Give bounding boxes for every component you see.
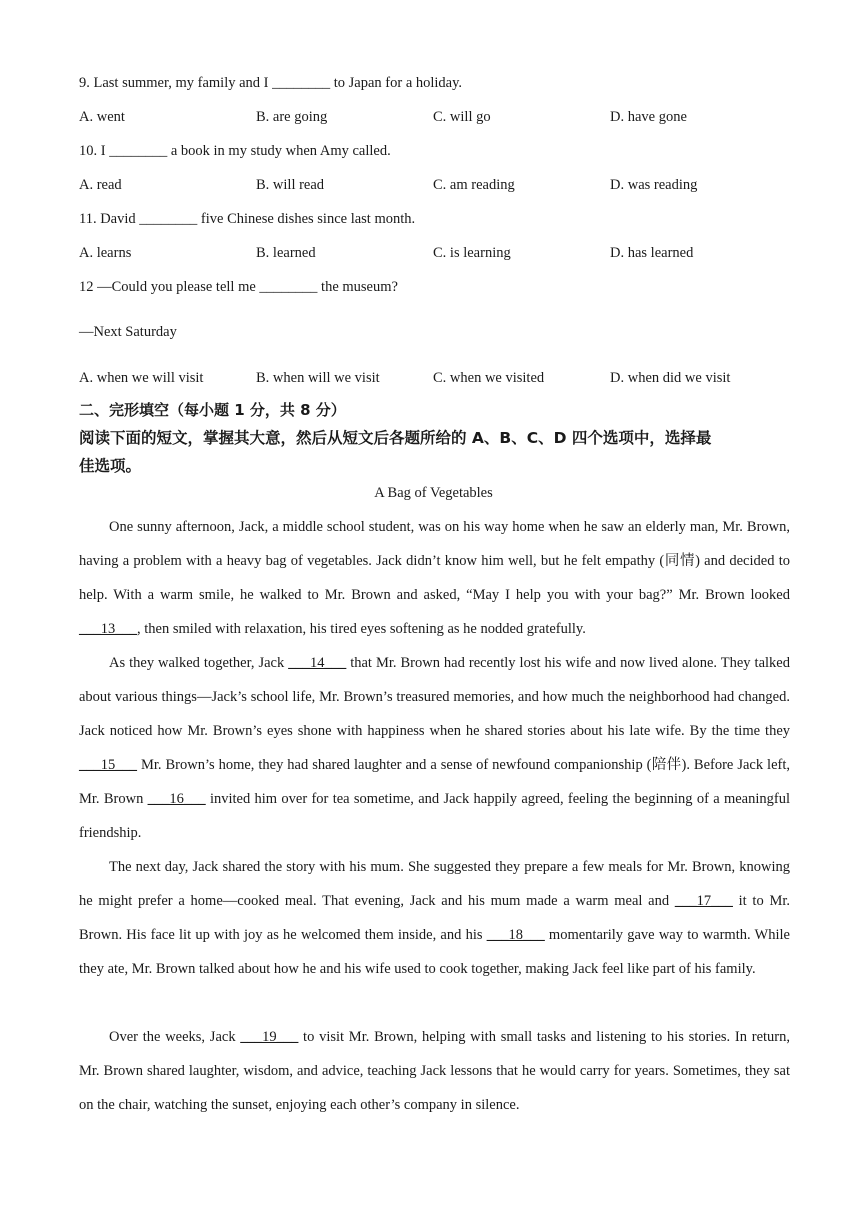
option-d: D. has learned bbox=[610, 245, 694, 261]
passage-paragraph-3 bbox=[79, 850, 790, 986]
section-instruction-line2: 佳选项。 bbox=[79, 457, 142, 475]
passage-paragraph-4 bbox=[79, 1020, 790, 1122]
blank-18: ___18___ bbox=[486, 927, 545, 943]
option-a: A. learns bbox=[79, 245, 132, 261]
paragraph-text: to visit Mr. Brown, helping with small tasks and listening to his stories. In return, Mr. Brown shared laughter, wisdom, and advice, teaching Jack lessons that he would carry for years. Sometimes, they sat on the chair, watching the sunset, enjoying each other’s company in silence. bbox=[79, 1029, 790, 1113]
paragraph-text: it to Mr. Brown. His face lit up with joy as he welcomed them inside, and his bbox=[79, 893, 790, 943]
option-a: A. went bbox=[79, 109, 125, 125]
blank-15: ___15___ bbox=[79, 757, 137, 773]
blank-19: ___19___ bbox=[240, 1029, 299, 1045]
paragraph-text: As they walked together, Jack bbox=[109, 655, 289, 671]
section-instruction-line1: 阅读下面的短文，掌握其大意，然后从短文后各题所给的 A、B、C、D 四个选项中，选择最 bbox=[79, 429, 712, 447]
option-a: A. when we will visit bbox=[79, 370, 204, 386]
passage-paragraph-1 bbox=[79, 510, 790, 646]
option-d: D. have gone bbox=[610, 109, 687, 125]
question-10-stem: 10. I ________ a book in my study when Amy called. bbox=[79, 143, 391, 159]
blank-16: ___16___ bbox=[147, 791, 206, 807]
option-c: C. will go bbox=[433, 109, 491, 125]
section-heading: 二、完形填空（每小题 1 分，共 8 分） bbox=[79, 401, 346, 419]
question-9-stem: 9. Last summer, my family and I ________ to Japan for a holiday. bbox=[79, 75, 463, 91]
option-b: B. learned bbox=[256, 245, 316, 261]
blank-14: ___14___ bbox=[288, 655, 347, 671]
paragraph-text: , then smiled with relaxation, his tired eyes softening as he nodded gratefully. bbox=[137, 621, 586, 637]
question-11-stem: 11. David ________ five Chinese dishes since last month. bbox=[79, 211, 416, 227]
blank-17: ___17___ bbox=[674, 893, 733, 909]
paragraph-text: invited him over for tea sometime, and Jack happily agreed, feeling the beginning of a meaningful friendship. bbox=[79, 791, 790, 841]
option-b: B. will read bbox=[256, 177, 325, 193]
paragraph-text: One sunny afternoon, Jack, a middle school student, was on his way home when he saw an elderly man, Mr. Brown, having a problem with a heavy bag of vegetables. Jack didn’t know him well, but he felt empathy (同情) and decided to help. With a warm smile, he walked to Mr. Brown and asked, “May I help you with your bag?” Mr. Brown looked bbox=[79, 519, 790, 603]
option-b: B. are going bbox=[256, 109, 328, 125]
paragraph-text: Over the weeks, Jack bbox=[109, 1029, 241, 1045]
passage-title: A Bag of Vegetables bbox=[374, 485, 493, 501]
passage-paragraph-2 bbox=[79, 646, 790, 850]
option-d: D. when did we visit bbox=[610, 370, 731, 386]
question-12-stem: 12 —Could you please tell me ________ the museum? bbox=[79, 279, 398, 295]
blank-13: ___13___ bbox=[79, 621, 137, 637]
paragraph-text: Mr. Brown’s home, they had shared laughter and a sense of newfound companionship (陪伴). Before Jack left, Mr. Brown bbox=[79, 757, 790, 807]
option-c: C. when we visited bbox=[433, 370, 545, 386]
paragraph-text: that Mr. Brown had recently lost his wife and now lived alone. They talked about various things—Jack’s school life, Mr. Brown’s treasured memories, and how much the neighborhood had changed. Jack noticed how Mr. Brown’s eyes shone with happiness when he shared stories about his late wife. By the time they bbox=[79, 655, 790, 739]
option-c: C. am reading bbox=[433, 177, 515, 193]
paragraph-text: momentarily gave way to warmth. While they ate, Mr. Brown talked about how he and his wife used to cook together, making Jack feel like part of his family. bbox=[79, 927, 790, 977]
paragraph-text: The next day, Jack shared the story with his mum. She suggested they prepare a few meals for Mr. Brown, knowing he might prefer a home—cooked meal. That evening, Jack and his mum made a warm meal and bbox=[79, 859, 790, 909]
option-d: D. was reading bbox=[610, 177, 698, 193]
option-a: A. read bbox=[79, 177, 122, 193]
question-12-reply: —Next Saturday bbox=[79, 324, 177, 340]
option-b: B. when will we visit bbox=[256, 370, 380, 386]
option-c: C. is learning bbox=[433, 245, 511, 261]
